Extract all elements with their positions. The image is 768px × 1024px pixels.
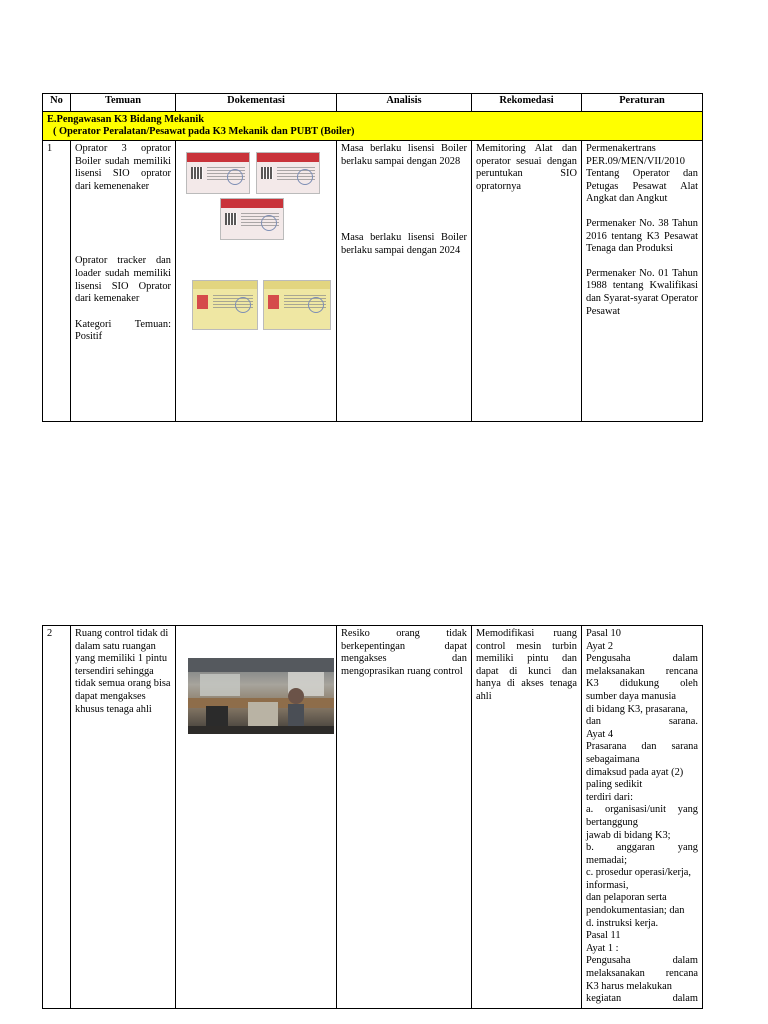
row-number: 2	[43, 626, 71, 1009]
peraturan-line: paling sedikit	[586, 779, 643, 791]
peraturan-line: jawab di bidang K3;	[586, 829, 671, 841]
license-card-image	[263, 280, 331, 330]
rekomendasi-cell: Memitoring Alat dan operator sesuai dengan peruntukan SIO opratornya	[472, 141, 582, 422]
row-number: 1	[43, 141, 71, 422]
peraturan-text-a2: PER.09/MEN/VII/2010	[586, 155, 686, 167]
header-row	[43, 94, 703, 112]
findings-table-2	[42, 625, 703, 1009]
peraturan-cell	[582, 626, 703, 1009]
peraturan-line: pendokumentasian; dan	[586, 905, 685, 917]
header-rekomendasi: Rekomedasi	[472, 94, 582, 112]
rekomendasi-cell: Memodifikasi ruang control mesin turbin memiliki pintu dan dapat di kunci dan hanya di akses tenaga ahli	[472, 626, 582, 1009]
analisis-cell: Resiko orang tidak berkepentingan dapat mengakses dan mengoprasikan ruang control	[337, 626, 472, 1009]
peraturan-line: sebagaimana	[586, 753, 640, 765]
license-card-image	[192, 280, 258, 330]
control-room-photo	[188, 658, 334, 734]
temuan-cell	[71, 141, 176, 422]
peraturan-text-a1: Permenakertrans	[586, 143, 656, 154]
section-title	[43, 112, 703, 141]
peraturan-line: a. organisasi/unit yang	[586, 804, 698, 816]
peraturan-line: K3 didukung oleh	[586, 678, 698, 690]
peraturan-line: kegiatan dalam	[586, 993, 698, 1005]
section-line-2: ( Operator Peralatan/Pesawat pada K3 Mekanik dan PUBT (Boiler)	[53, 126, 355, 137]
header-dokumentasi: Dokementasi	[176, 94, 337, 112]
analisis-cell	[337, 141, 472, 422]
peraturan-text-a3: Tentang Operator dan Petugas Pesawat Alat Angkat dan Angkut	[586, 168, 698, 205]
peraturan-line: d. instruksi kerja.	[586, 917, 659, 929]
section-row	[43, 112, 703, 141]
peraturan-line: bertanggung	[586, 816, 638, 828]
peraturan-line: informasi,	[586, 879, 629, 891]
header-no: No	[43, 94, 71, 112]
control-room-photo-graphic	[188, 658, 334, 734]
header-analisis: Analisis	[337, 94, 472, 112]
peraturan-line: Pengusaha dalam	[586, 955, 698, 967]
section-line-1: E.Pengawasan K3 Bidang Mekanik	[47, 114, 205, 125]
table-row	[43, 626, 703, 1009]
table-row	[43, 141, 703, 422]
peraturan-line: dan sarana.	[586, 716, 698, 728]
peraturan-line: sumber daya manusia	[586, 690, 677, 702]
temuan-text-b: Oprator tracker dan loader sudah memiliki lisensi SIO Oprator dari kemenaker	[75, 255, 171, 305]
peraturan-line: Prasarana dan sarana	[586, 741, 698, 753]
license-card-image	[220, 198, 284, 240]
peraturan-line: Pengusaha dalam	[586, 653, 698, 665]
peraturan-line: terdiri dari:	[586, 791, 634, 803]
peraturan-cell	[582, 141, 703, 422]
temuan-text-a: Oprator 3 oprator Boiler sudah memiliki lisensi SIO oprator dari kemenenaker	[75, 143, 171, 192]
peraturan-line: melaksanakan rencana	[586, 665, 698, 677]
peraturan-line: Ayat 2	[586, 640, 614, 652]
peraturan-lines	[586, 628, 698, 1006]
analisis-text-b: Masa berlaku lisensi Boiler berlaku sampai dengan 2024	[341, 232, 467, 256]
peraturan-line: K3 harus melakukan	[586, 980, 672, 992]
peraturan-line: b. anggaran yang	[586, 842, 698, 854]
analisis-text-a: Masa berlaku lisensi Boiler berlaku sampai dengan 2028	[341, 143, 467, 167]
temuan-category: Kategori Temuan: Positif	[75, 318, 171, 343]
peraturan-line: memadai;	[586, 854, 627, 866]
peraturan-line: Ayat 1 :	[586, 942, 619, 954]
peraturan-line: Pasal 11	[586, 930, 621, 942]
peraturan-text-b: Permenaker No. 38 Tahun 2016 tentang K3 Pesawat Tenaga dan Produksi	[586, 217, 698, 255]
peraturan-line: dan pelaporan serta	[586, 892, 667, 904]
findings-table-1	[42, 93, 703, 422]
license-card-image	[186, 152, 250, 194]
peraturan-line: di bidang K3, prasarana,	[586, 703, 688, 715]
peraturan-line: c. prosedur operasi/kerja,	[586, 867, 692, 879]
license-card-image	[256, 152, 320, 194]
peraturan-text-c: Permenaker No. 01 Tahun 1988 tentang Kwalifikasi dan Syarat-syarat Operator Pesawat	[586, 267, 698, 317]
peraturan-line: dimaksud pada ayat (2)	[586, 766, 684, 778]
peraturan-line: melaksanakan rencana	[586, 968, 698, 980]
header-temuan: Temuan	[71, 94, 176, 112]
peraturan-line: Ayat 4	[586, 728, 614, 740]
header-peraturan: Peraturan	[582, 94, 703, 112]
peraturan-line: Pasal 10	[586, 628, 621, 639]
temuan-cell: Ruang control tidak di dalam satu ruangan yang memiliki 1 pintu tersendiri sehingga tidak semua orang bisa dapat mengakses khusus tenaga ahli	[71, 626, 176, 1009]
